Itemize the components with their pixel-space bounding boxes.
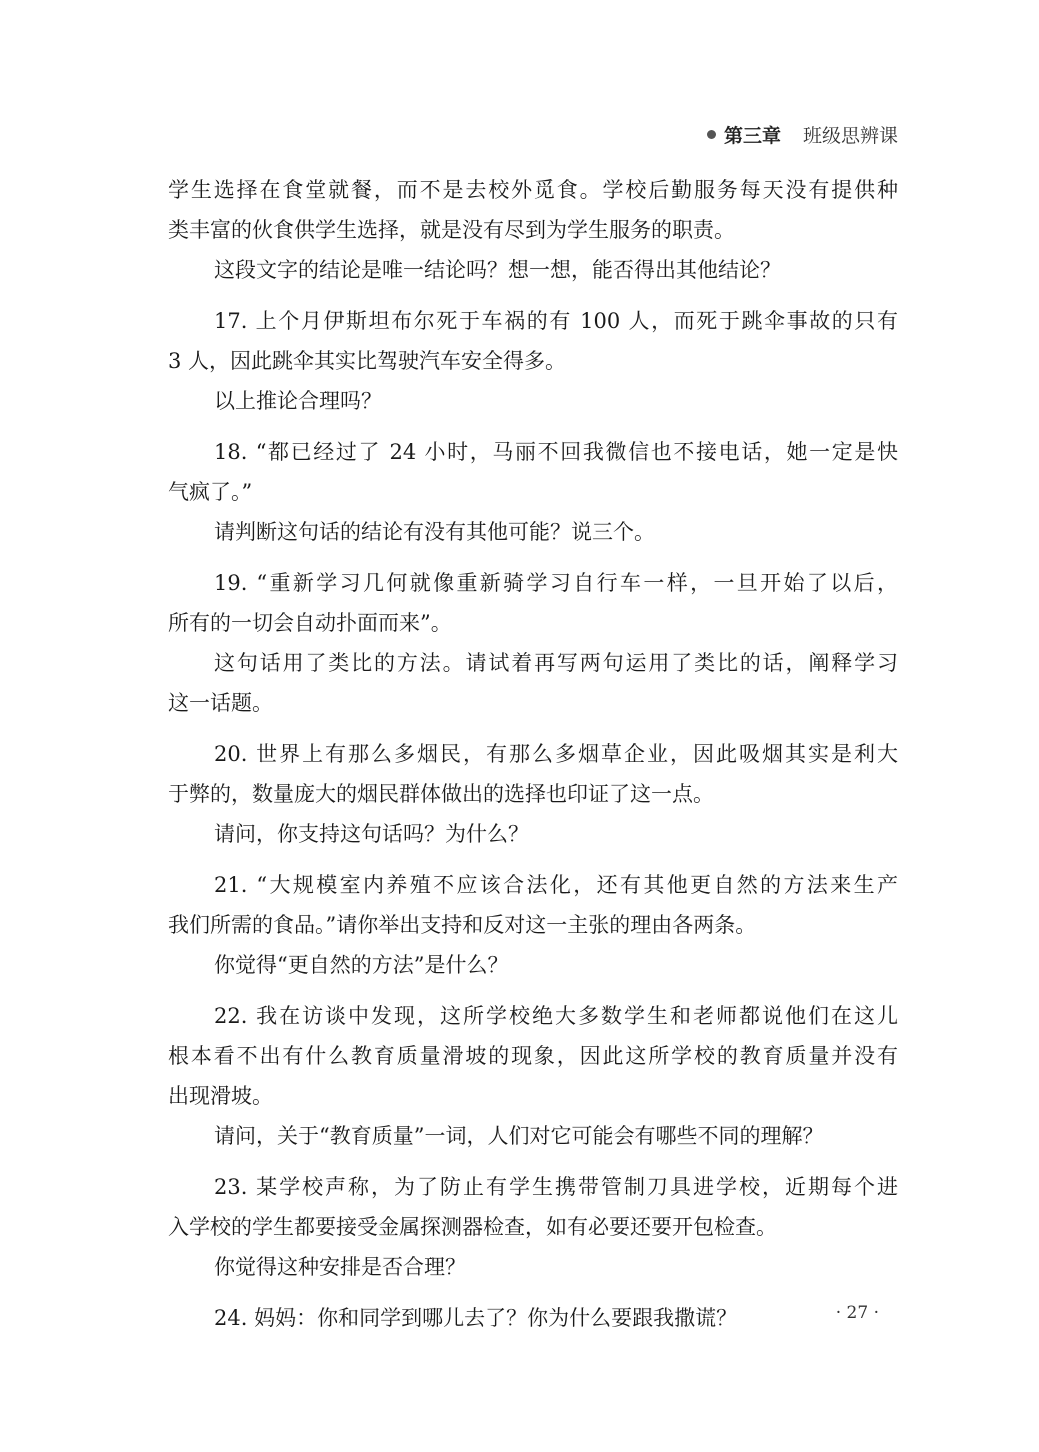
item-19-line: 所有的一切会自动扑面而来”。 (168, 611, 452, 635)
running-header (707, 121, 898, 148)
item-22-line: 22. 我在访谈中发现，这所学校绝大多数学生和老师都说他们在这儿 (214, 1004, 898, 1028)
question-line: 这一话题。 (168, 691, 273, 715)
question-line: 你觉得这种安排是否合理？ (214, 1255, 466, 1279)
page-number: · 27 · (835, 1303, 879, 1323)
text-line: 学生选择在食堂就餐，而不是去校外觅食。学校后勤服务每天没有提供种 (168, 178, 898, 202)
item-20-line: 20. 世界上有那么多烟民，有那么多烟草企业，因此吸烟其实是利大 (214, 742, 898, 766)
text-line: 类丰富的伙食供学生选择，就是没有尽到为学生服务的职责。 (168, 218, 735, 242)
question-line: 请问，你支持这句话吗？为什么？ (214, 822, 529, 846)
chapter-label: 第三章 (723, 125, 781, 147)
item-21-line: 我们所需的食品。”请你举出支持和反对这一主张的理由各两条。 (168, 913, 757, 937)
item-22-line: 根本看不出有什么教育质量滑坡的现象，因此这所学校的教育质量并没有 (168, 1044, 898, 1068)
item-20-line: 于弊的，数量庞大的烟民群体做出的选择也印证了这一点。 (168, 782, 714, 806)
question-line: 这句话用了类比的方法。请试着再写两句运用了类比的话，阐释学习 (214, 651, 898, 675)
item-22-line: 出现滑坡。 (168, 1084, 273, 1108)
item-17-line: 3 人，因此跳伞其实比驾驶汽车安全得多。 (168, 349, 567, 373)
item-18-line: 气疯了。” (168, 480, 253, 504)
bullet-icon (707, 130, 716, 139)
item-23-line: 23. 某学校声称，为了防止有学生携带管制刀具进学校，近期每个进 (214, 1175, 898, 1199)
question-line: 以上推论合理吗？ (214, 389, 382, 413)
question-line: 这段文字的结论是唯一结论吗？想一想，能否得出其他结论？ (214, 258, 781, 282)
question-line: 你觉得“更自然的方法”是什么？ (214, 953, 509, 977)
question-line: 请问，关于“教育质量”一词，人们对它可能会有哪些不同的理解？ (214, 1124, 824, 1148)
page-body (168, 170, 898, 1338)
item-23-line: 入学校的学生都要接受金属探测器检查，如有必要还要开包检查。 (168, 1215, 777, 1239)
item-18-line: 18. “都已经过了 24 小时，马丽不回我微信也不接电话，她一定是快 (214, 440, 898, 464)
question-line: 请判断这句话的结论有没有其他可能？说三个。 (214, 520, 655, 544)
item-24-line: 24. 妈妈：你和同学到哪儿去了？你为什么要跟我撒谎？ (214, 1306, 738, 1330)
section-title: 班级思辨课 (802, 125, 898, 147)
item-21-line: 21. “大规模室内养殖不应该合法化，还有其他更自然的方法来生产 (214, 873, 898, 897)
item-19-line: 19. “重新学习几何就像重新骑学习自行车一样，一旦开始了以后， (214, 571, 898, 595)
item-17-line: 17. 上个月伊斯坦布尔死于车祸的有 100 人，而死于跳伞事故的只有 (214, 309, 898, 333)
